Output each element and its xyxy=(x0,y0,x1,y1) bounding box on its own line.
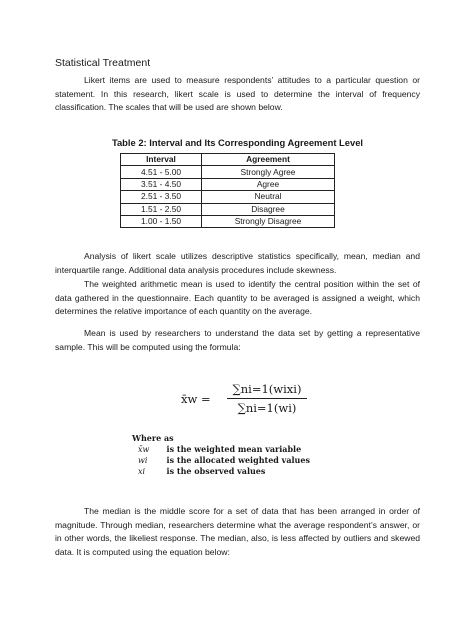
paragraph-likert xyxy=(55,74,420,115)
table-row xyxy=(121,178,335,190)
legend-description: is the allocated weighted values xyxy=(166,455,310,465)
header-interval: Interval xyxy=(121,154,202,166)
interval-cell: 4.51 - 5.00 xyxy=(121,166,202,178)
legend-symbol: wi xyxy=(138,456,148,465)
paragraph-weighted-mean xyxy=(55,278,420,319)
formula-denominator: ∑ni=1(wi) xyxy=(237,401,297,415)
table-row xyxy=(121,191,335,203)
agreement-cell: Strongly Disagree xyxy=(202,215,335,227)
table-row xyxy=(121,215,335,227)
legend-title: Where as xyxy=(132,433,174,443)
header-agreement: Agreement xyxy=(202,154,335,166)
paragraph-analysis-text: Analysis of likert scale utilizes descriptive statistics specifically, mean, median and interquartile range. Additional data analysis procedures include skewness. xyxy=(55,251,420,275)
formula-lhs: x̄w = xyxy=(181,392,211,406)
interval-cell: 1.51 - 2.50 xyxy=(121,203,202,215)
legend-symbol: x̄w xyxy=(138,445,150,454)
paragraph-analysis xyxy=(55,250,420,277)
legend-item xyxy=(132,466,310,477)
legend-item xyxy=(132,444,310,455)
legend-description: is the weighted mean variable xyxy=(166,444,302,454)
agreement-cell: Agree xyxy=(202,178,335,190)
legend-description: is the observed values xyxy=(166,466,266,476)
agreement-cell: Neutral xyxy=(202,191,335,203)
agreement-cell: Strongly Agree xyxy=(202,166,335,178)
table-header-row xyxy=(121,154,335,166)
interval-cell: 3.51 - 4.50 xyxy=(121,178,202,190)
paragraph-median-text: The median is the middle score for a set of data that has been arranged in order of magnitude. Through median, researchers determine what the average respondent’s answer, or in other words, the likeliest response. The median, also, is less affected by outliers and skewed data. It is computed using the equation below: xyxy=(55,506,420,557)
section-heading: Statistical Treatment xyxy=(55,57,151,69)
formula-numerator: ∑ni=1(wixi) xyxy=(227,382,307,399)
agreement-cell: Disagree xyxy=(202,203,335,215)
interval-cell: 1.00 - 1.50 xyxy=(121,215,202,227)
table-caption: Table 2: Interval and Its Corresponding Agreement Level xyxy=(111,137,364,148)
formula-fraction xyxy=(227,382,307,415)
agreement-table xyxy=(120,153,335,228)
legend-symbol: xi xyxy=(138,467,146,476)
paragraph-mean xyxy=(55,327,420,354)
paragraph-likert-text: Likert items are used to measure respondents’ attitudes to a particular question or statement. In this research, likert scale is used to determine the interval of frequency classification. The scales that will be used are shown below. xyxy=(55,75,420,113)
paragraph-mean-text: Mean is used by researchers to understand the data set by getting a representative sample. This will be computed using the formula: xyxy=(55,328,420,352)
paragraph-weighted-mean-text: The weighted arithmetic mean is used to identify the central position within the set of data gathered in the questionnaire. Each quantity to be averaged is assigned a weight, which determines the relative importance of each quantity on the average. xyxy=(55,279,420,317)
interval-cell: 2.51 - 3.50 xyxy=(121,191,202,203)
legend-item xyxy=(132,455,310,466)
variable-legend xyxy=(132,433,310,477)
table-row xyxy=(121,203,335,215)
paragraph-median xyxy=(55,505,420,559)
table-row xyxy=(121,166,335,178)
